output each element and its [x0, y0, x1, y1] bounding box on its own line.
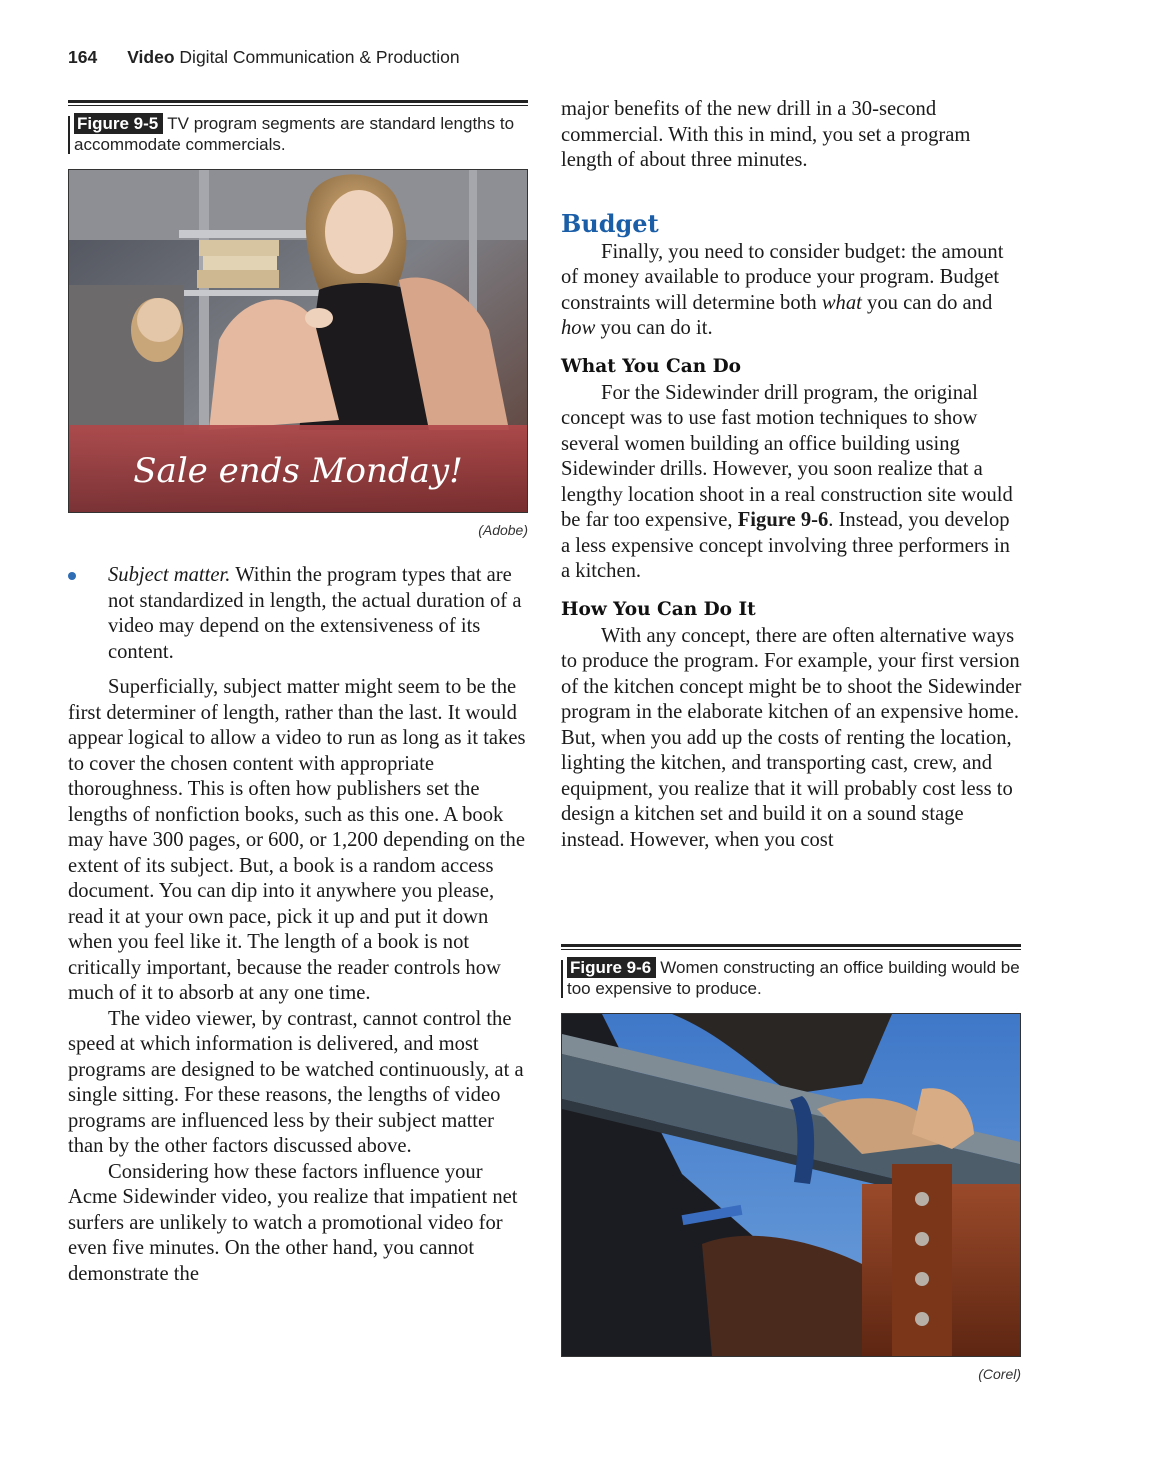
- book-title-bold: Video: [127, 47, 175, 67]
- figure-caption: [68, 113, 528, 155]
- figure-9-6: [561, 944, 1021, 1382]
- figure-photo-sale: [68, 169, 528, 513]
- photo-credit: (Adobe): [478, 522, 528, 538]
- sale-overlay-text: Sale ends Monday!: [133, 451, 463, 491]
- bullet-dot-icon: [68, 572, 76, 580]
- figure-photo-construction: [561, 1013, 1021, 1357]
- figure-rule-thin: [68, 105, 528, 106]
- caption-bar: [68, 116, 70, 154]
- figure-reference: Figure 9-6: [737, 509, 829, 531]
- paragraph: The video viewer, by contrast, cannot control the speed at which information is delivered, and most programs are designed to be watched continuously, at a single sitting. For these reasons, the lengths of video programs are influenced less by their subject matter than by the other factors discussed above.: [68, 1007, 524, 1157]
- page-number: 164: [68, 47, 98, 67]
- paragraph: Considering how these factors influence your Acme Sidewinder video, you realize that impatient net surfers are unlikely to watch a promotional video for even five minutes. On the other hand, you cannot demonstrate the: [68, 1160, 518, 1285]
- right-column: [561, 97, 1023, 853]
- figure-label: Figure 9-6: [567, 957, 656, 978]
- figure-rule-thin: [561, 949, 1021, 950]
- figure-caption-text: Women constructing an office building would be too expensive to produce.: [567, 958, 1020, 998]
- subheading-what-you-can-do: What You Can Do: [561, 355, 742, 377]
- paragraph: For the Sidewinder drill program, the original concept was to use fast motion techniques to show several women building an office building using Sidewinder drills. However, you soon realize that a lengthy location shoot in a real construction site would be far too expensive, Figure 9-6. Instead, you develop a less expensive concept involving three performers in a kitchen.: [561, 381, 1013, 582]
- bullet-lead: Subject matter.: [108, 564, 231, 586]
- left-column: [68, 563, 528, 1287]
- bullet-subject-matter: [68, 563, 528, 665]
- figure-rule: [68, 100, 528, 103]
- running-head: [68, 47, 460, 68]
- photo-credit: (Corel): [978, 1366, 1021, 1382]
- figure-9-5: [68, 100, 528, 538]
- bullet-text: Within the program types that are not standardized in length, the actual duration of a video may depend on the extensiveness of its content.: [108, 564, 522, 663]
- paragraph: With any concept, there are often alternative ways to produce the program. For example, your first version of the kitchen concept might be to shoot the Sidewinder program in the elaborate kitchen of an expensive home. But, when you add up the costs of renting the location, lighting the kitchen, and transporting cast, crew, and equipment, you realize that it will probably cost less to design a kitchen set and build it on a sound stage instead. However, when you cost: [561, 624, 1022, 851]
- section-heading-budget: Budget: [561, 208, 659, 238]
- paragraph: Superficially, subject matter might seem to be the first determiner of length, rather than the last. It would appear logical to allow a video to run as long as it takes to cover the chosen content with appropriate thoroughness. This is often how publishers set the lengths of nonfiction books, such as this one. A book may have 300 pages, or 600, or 1,200 depending on the extent of its subject. But, a book is a random access document. You can dip into it anywhere you please, read it at your own pace, pick it up and put it down when you feel like it. The length of a book is not critically important, because the reader controls how much of it to absorb at any one time.: [68, 676, 526, 1004]
- paragraph: Finally, you need to consider budget: the amount of money available to produce your program. Budget constraints will determine both what you can do and how you can do it.: [561, 240, 1004, 339]
- figure-caption-text: TV program segments are standard lengths to accommodate commercials.: [74, 114, 515, 154]
- figure-label: Figure 9-5: [74, 113, 163, 134]
- subheading-how-you-can-do-it: How You Can Do It: [561, 598, 756, 620]
- paragraph: major benefits of the new drill in a 30-second commercial. With this in mind, you set a program length of about three minutes.: [561, 98, 971, 171]
- book-title-rest: Digital Communication & Production: [179, 47, 460, 67]
- figure-rule: [561, 944, 1021, 947]
- caption-bar: [561, 960, 563, 998]
- figure-caption: [561, 957, 1021, 999]
